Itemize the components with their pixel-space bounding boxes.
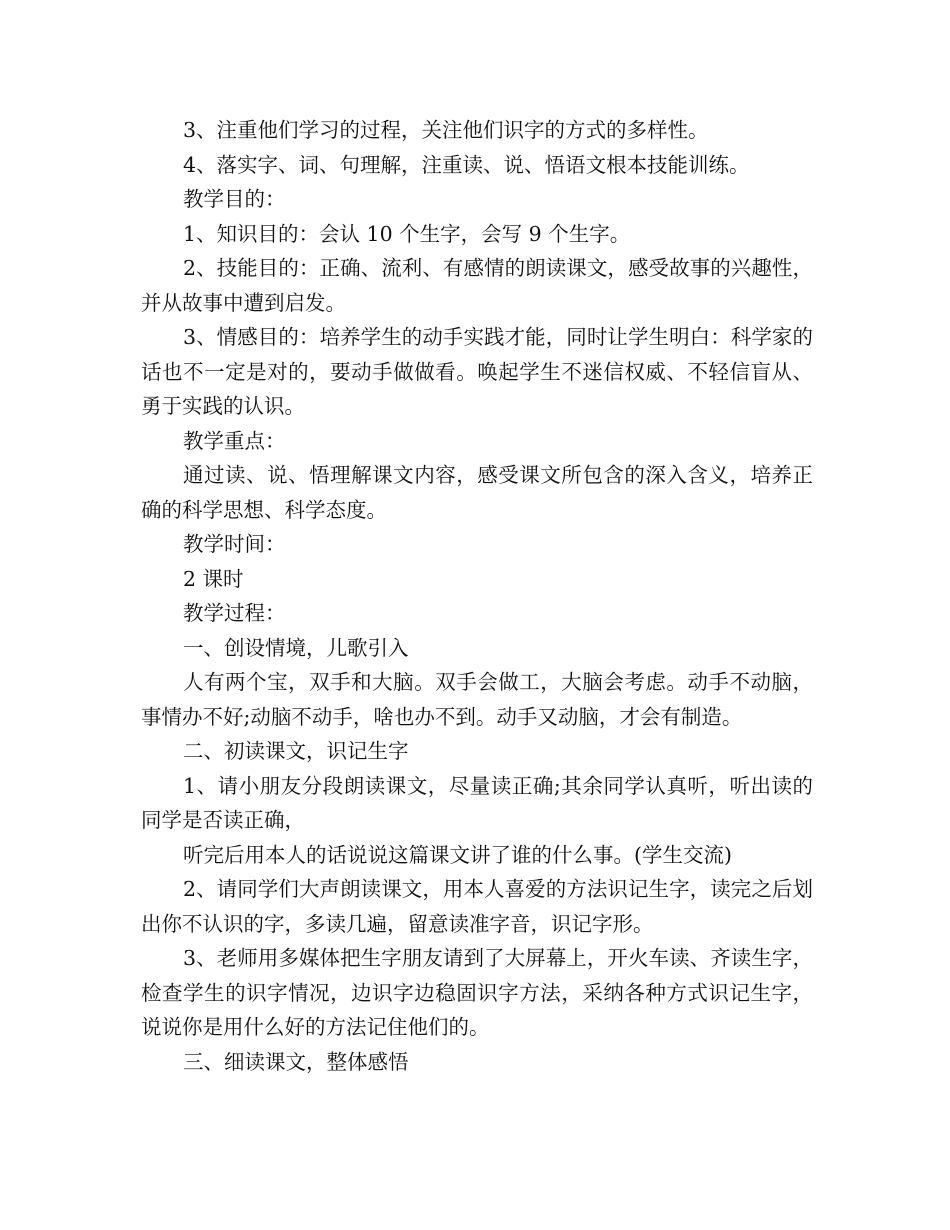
paragraph-step-2-item-1: 1、请小朋友分段朗读课文，尽量读正确;其余同学认真听，听出读的同学是否读正确， — [141, 773, 813, 832]
paragraph-goal-4-skills: 4、落实字、词、句理解，注重读、说、悟语文根本技能训练。 — [183, 152, 750, 177]
heading-step-2: 二、初读课文，识记生字 — [183, 739, 409, 763]
paragraph-goal-3-process: 3、注重他们学习的过程，关注他们识字的方式的多样性。 — [183, 118, 709, 142]
heading-step-3: 三、细读课文，整体感悟 — [183, 1049, 409, 1074]
document-body — [141, 113, 813, 1079]
paragraph-step-2-item-3: 3、老师用多媒体把生字朋友请到了大屏幕上，开火车读、齐读生字，检查学生的识字情况，边识字边稳固识字方法，采纳各种方式识记生字，说说你是用什么好的方法记住他们的。 — [141, 946, 813, 1039]
heading-teaching-objectives: 教学目的： — [183, 187, 286, 211]
heading-teaching-time: 教学时间： — [183, 532, 286, 556]
heading-teaching-process: 教学过程： — [183, 601, 286, 625]
paragraph-emotion-objective: 3、情感目的：培养学生的动手实践才能，同时让学生明白：科学家的话也不一定是对的，要动手做做看。唤起学生不迷信权威、不轻信盲从、勇于实践的认识。 — [141, 325, 813, 418]
paragraph-teaching-focus: 通过读、说、悟理解课文内容，感受课文所包含的深入含义，培养正确的科学思想、科学态度。 — [141, 463, 813, 522]
paragraph-teaching-time: 2 课时 — [183, 566, 244, 591]
paragraph-step-2-item-1-cont: 听完后用本人的话说说这篇课文讲了谁的什么事。(学生交流) — [183, 842, 732, 867]
paragraph-step-2-item-2: 2、请同学们大声朗读课文，用本人喜爱的方法识记生字，读完之后划出你不认识的字，多读几遍，留意读准字音，识记字形。 — [141, 877, 813, 936]
paragraph-skill-objective: 2、技能目的：正确、流利、有感情的朗读课文，感受故事的兴趣性，并从故事中遭到启发。 — [141, 256, 813, 315]
heading-teaching-focus: 教学重点： — [183, 428, 286, 453]
paragraph-knowledge-objective: 1、知识目的：会认 10 个生字，会写 9 个生字。 — [183, 221, 631, 246]
paragraph-nursery-rhyme: 人有两个宝，双手和大脑。双手会做工，大脑会考虑。动手不动脑，事情办不好;动脑不动手，啥也办不到。动手又动脑，才会有制造。 — [141, 670, 813, 729]
heading-step-1: 一、创设情境，儿歌引入 — [183, 635, 409, 660]
